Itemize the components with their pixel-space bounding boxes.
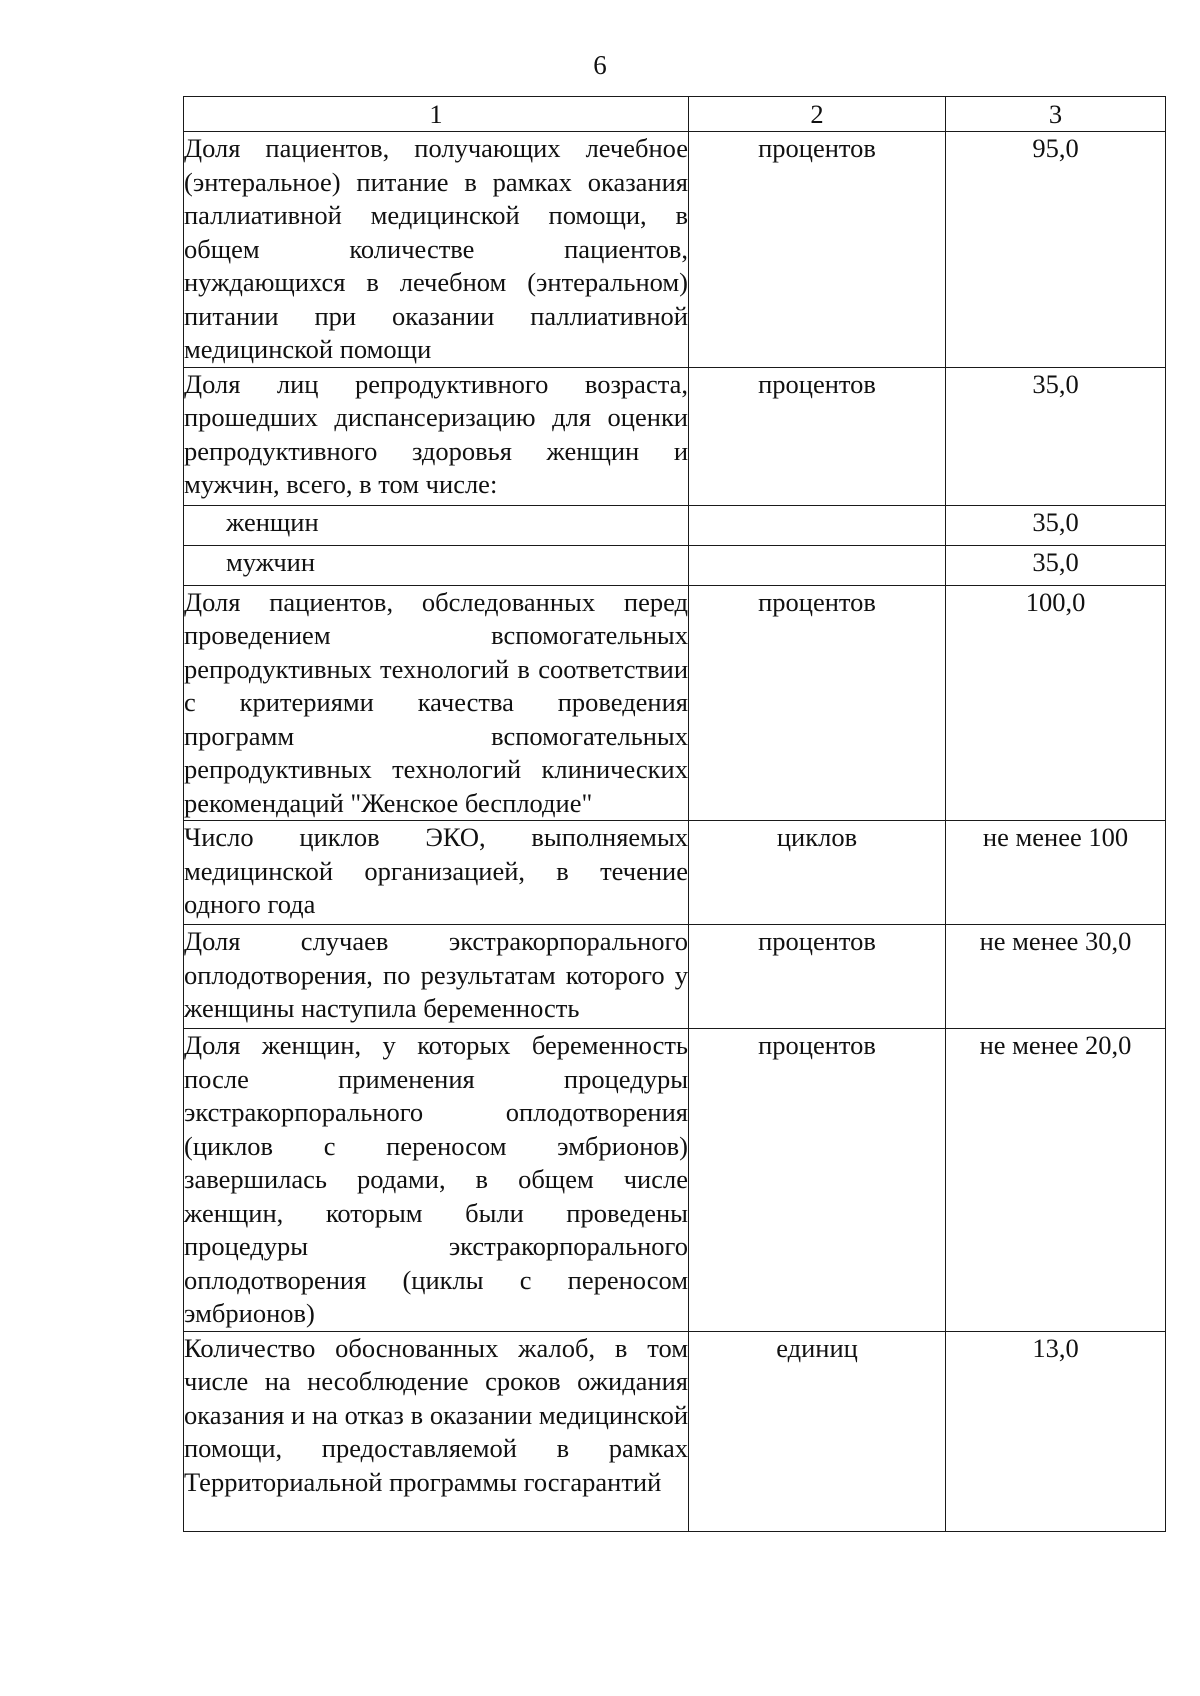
indicator-description: Доля лиц репродуктивного возраста, прошедших диспансеризацию для оценки репродуктивного здоровья женщин и мужчин, всего, в том числе: xyxy=(184,367,689,505)
indicator-description: Доля случаев экстракорпорального оплодотворения, по результатам которого у женщины наступила беременность xyxy=(184,925,689,1029)
indicator-description: женщин xyxy=(184,505,689,545)
table-row xyxy=(184,132,1166,368)
indicator-unit: процентов xyxy=(689,1029,946,1332)
page-number: 6 xyxy=(593,50,607,80)
indicator-description: Число циклов ЭКО, выполняемых медицинской организацией, в течение одного года xyxy=(184,821,689,925)
column-header-1: 1 xyxy=(184,97,689,132)
table-row xyxy=(184,585,1166,821)
indicator-description: Доля пациентов, получающих лечебное (энтеральное) питание в рамках оказания паллиативной медицинской помощи, в общем количестве пациентов, нуждающихся в лечебном (энтеральном) питании при оказании паллиативной медицинской помощи xyxy=(184,132,689,368)
indicator-value: 35,0 xyxy=(946,545,1166,585)
indicator-description: Количество обоснованных жалоб, в том числе на несоблюдение сроков ожидания оказания и на отказ в оказании медицинской помощи, предоставляемой в рамках Территориальной программы госгарантий xyxy=(184,1331,689,1531)
indicator-value: 35,0 xyxy=(946,505,1166,545)
table-row xyxy=(184,505,1166,545)
indicator-unit xyxy=(689,545,946,585)
indicator-value: 13,0 xyxy=(946,1331,1166,1531)
table-row xyxy=(184,367,1166,505)
indicator-value: не менее 20,0 xyxy=(946,1029,1166,1332)
indicator-value: 95,0 xyxy=(946,132,1166,368)
indicator-value: 35,0 xyxy=(946,367,1166,505)
indicators-table xyxy=(183,96,1166,1532)
indicator-unit: процентов xyxy=(689,367,946,505)
indicator-value: не менее 30,0 xyxy=(946,925,1166,1029)
indicator-unit: процентов xyxy=(689,585,946,821)
indicator-description: Доля женщин, у которых беременность после применения процедуры экстракорпорального оплодотворения (циклов с переносом эмбрионов) завершилась родами, в общем числе женщин, которым были проведены процедуры экстракорпорального оплодотворения (циклы с переносом эмбрионов) xyxy=(184,1029,689,1332)
table-row xyxy=(184,925,1166,1029)
table-row xyxy=(184,1331,1166,1531)
indicator-unit: циклов xyxy=(689,821,946,925)
indicator-unit: единиц xyxy=(689,1331,946,1531)
indicator-value: не менее 100 xyxy=(946,821,1166,925)
indicator-description: мужчин xyxy=(184,545,689,585)
column-header-2: 2 xyxy=(689,97,946,132)
indicator-unit: процентов xyxy=(689,925,946,1029)
column-header-3: 3 xyxy=(946,97,1166,132)
indicator-value: 100,0 xyxy=(946,585,1166,821)
table-header-row xyxy=(184,97,1166,132)
indicator-description: Доля пациентов, обследованных перед проведением вспомогательных репродуктивных технологий в соответствии с критериями качества проведения программ вспомогательных репродуктивных технологий клинических рекомендаций "Женское бесплодие" xyxy=(184,585,689,821)
indicator-unit: процентов xyxy=(689,132,946,368)
table-row xyxy=(184,821,1166,925)
table-row xyxy=(184,545,1166,585)
table-row xyxy=(184,1029,1166,1332)
indicator-unit xyxy=(689,505,946,545)
